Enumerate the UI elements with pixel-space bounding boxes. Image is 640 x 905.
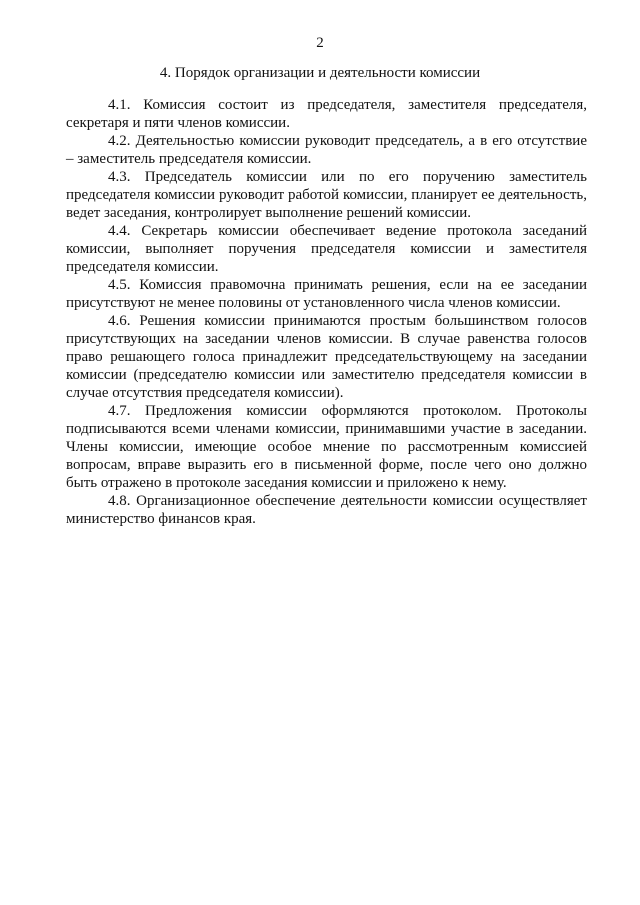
section-body: [66, 96, 587, 528]
paragraph-4-7: 4.7. Предложения комиссии оформляются протоколом. Протоколы подписываются всеми членами комиссии, принимавшими участие в заседании. Члены комиссии, имеющие особое мнение по рассмотренным комиссией вопросам, вправе выразить его в письменной форме, после чего оно должно быть отражено в протоколе заседания комиссии и приложено к нему.: [66, 403, 587, 491]
page-number: 2: [316, 35, 324, 51]
paragraph-4-1: 4.1. Комиссия состоит из председателя, заместителя председателя, секретаря и пяти членов комиссии.: [66, 97, 587, 131]
paragraph-4-4: 4.4. Секретарь комиссии обеспечивает ведение протокола заседаний комиссии, выполняет поручения председателя комиссии и заместителя председателя комиссии.: [66, 223, 587, 275]
paragraph-4-2: 4.2. Деятельностью комиссии руководит председатель, а в его отсутствие – заместитель председателя комиссии.: [66, 133, 587, 167]
section-title: 4. Порядок организации и деятельности комиссии: [159, 65, 481, 81]
paragraph-4-3: 4.3. Председатель комиссии или по его поручению заместитель председателя комиссии руководит работой комиссии, планирует ее деятельность, ведет заседания, контролирует выполнение решений комиссии.: [66, 169, 587, 221]
paragraph-4-8: 4.8. Организационное обеспечение деятельности комиссии осуществляет министерство финансов края.: [66, 493, 587, 527]
paragraph-4-6: 4.6. Решения комиссии принимаются простым большинством голосов присутствующих на заседании членов комиссии. В случае равенства голосов право решающего голоса принадлежит председательствующему на заседании комиссии (председателю комиссии или заместителю председателя комиссии в случае отсутствия председателя комиссии).: [66, 313, 587, 401]
paragraph-4-5: 4.5. Комиссия правомочна принимать решения, если на ее заседании присутствуют не менее половины от установленного числа членов комиссии.: [66, 277, 587, 311]
